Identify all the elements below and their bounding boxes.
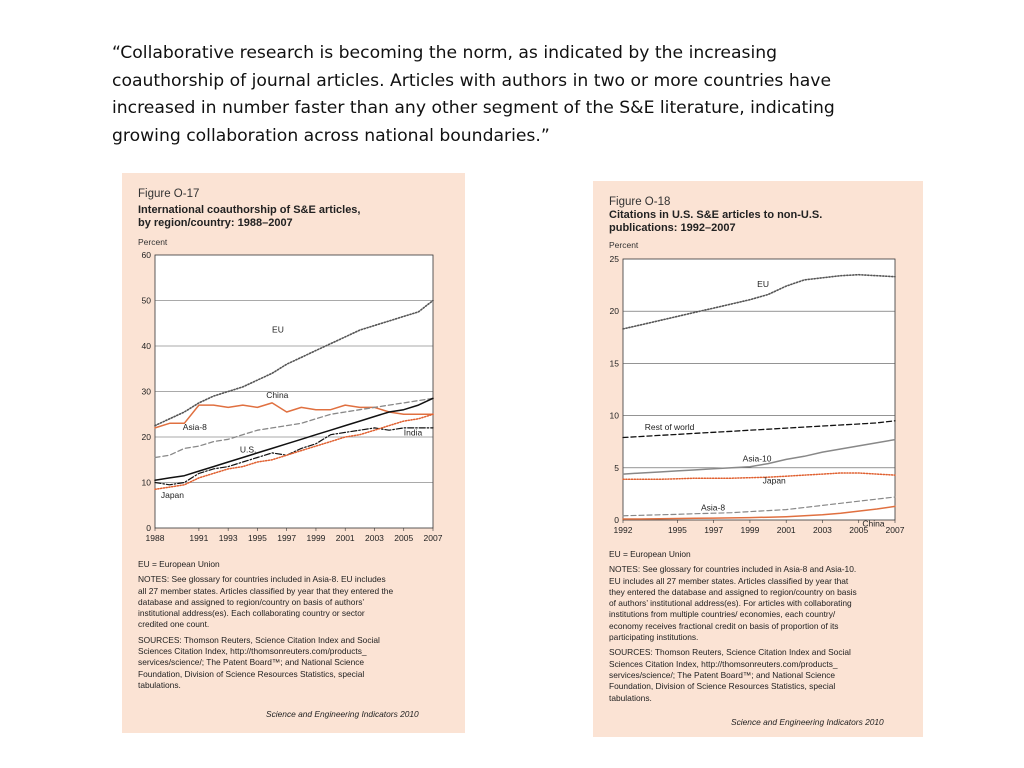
figure-notes — [609, 549, 919, 708]
figure-title: International coauthorship of S&E articles, by region/country: 1988–2007 — [138, 204, 361, 229]
figure-label: Figure O-17 — [138, 188, 200, 200]
x-tick-label: 2001 — [776, 525, 796, 535]
figure-credit: Science and Engineering Indicators 2010 — [731, 717, 884, 727]
series-label: India — [403, 427, 423, 438]
y-tick-label: 25 — [609, 254, 619, 264]
eu-note: EU = European Union — [138, 559, 220, 569]
x-tick-label: 1988 — [145, 533, 165, 543]
sources-text: SOURCES: Thomson Reuters, Science Citation Index and Social Sciences Citation Index, http://thomsonreuters.com/products_ services/science/; The Patent Board™; and National Science Foundation, Division of Science Resources Statistics, special tabulations. — [609, 647, 851, 703]
figure-credit: Science and Engineering Indicators 2010 — [266, 709, 419, 719]
sources-text: SOURCES: Thomson Reuters, Science Citation Index and Social Sciences Citation Index, http://thomsonreuters.com/products_ services/science/; The Patent Board™; and National Science Foundation, Division of Science Resources Statistics, special tabulations. — [138, 634, 380, 690]
notes-text: NOTES: See glossary for countries included in Asia-8 and Asia-10. EU includes all 27 member states. Articles classified by year that they entered the database and assigned to region/country on basis of authors’ institutional address(es). For articles with collaborating institutions from multiple countries/ economies, each country/ economy receives fractional credit on basis of proportion of its participating institutions. — [609, 564, 857, 643]
y-tick-label: 10 — [609, 410, 619, 421]
x-tick-label: 1999 — [306, 533, 326, 543]
x-tick-label: 2001 — [335, 533, 355, 543]
figure-o17-panel — [122, 173, 465, 733]
notes-text: NOTES: See glossary for countries included in Asia-8. EU includes all 27 member states. Articles classified by year that they entered the database and assigned to region/country on basis of authors’ institutional address(es). Each collaborating country or sector credited one count. — [138, 574, 394, 630]
plot-area — [623, 259, 895, 520]
x-tick-label: 2007 — [423, 533, 443, 543]
y-unit-label: Percent — [609, 240, 639, 250]
x-tick-label: 2003 — [365, 533, 384, 543]
x-tick-label: 1995 — [247, 533, 267, 543]
series-label: Asia-10 — [742, 453, 772, 464]
chart-o18 — [593, 181, 923, 551]
figure-label: Figure O-18 — [609, 196, 671, 208]
quote-text: “Collaborative research is becoming the norm, as indicated by the increasing coauthorship of journal articles. Articles with authors in two or more countries have increased in number faster than any other segment of the S&E literature, indicating growing collaboration across national boundaries.” — [112, 43, 835, 146]
series-label: Rest of world — [644, 422, 695, 433]
y-tick-label: 0 — [614, 515, 619, 525]
y-tick-label: 20 — [141, 432, 151, 442]
y-tick-label: 0 — [146, 523, 151, 533]
y-tick-label: 40 — [141, 341, 151, 351]
y-tick-label: 5 — [614, 462, 619, 473]
y-tick-label: 10 — [141, 477, 151, 488]
x-tick-label: 1997 — [704, 525, 724, 535]
series-label: China — [266, 389, 289, 400]
x-tick-label: 2003 — [813, 525, 832, 535]
series-label: U.S. — [239, 444, 257, 455]
y-tick-label: 60 — [141, 250, 151, 260]
chart-o17 — [122, 173, 465, 553]
y-tick-label: 15 — [609, 358, 619, 369]
series-label: Japan — [160, 489, 185, 500]
x-tick-label: 2005 — [394, 533, 414, 543]
x-tick-label: 1993 — [218, 533, 238, 543]
series-label: Asia-8 — [700, 502, 726, 513]
series-label: EU — [757, 279, 769, 290]
x-tick-label: 1991 — [189, 533, 209, 543]
y-tick-label: 20 — [609, 306, 619, 317]
series-label: China — [862, 518, 885, 529]
x-tick-label: 1999 — [740, 525, 760, 535]
figure-o18-panel — [593, 181, 923, 737]
x-tick-label: 1997 — [277, 533, 297, 543]
x-tick-label: 2007 — [885, 525, 905, 535]
y-unit-label: Percent — [138, 237, 168, 247]
y-tick-label: 30 — [141, 386, 151, 397]
series-label: Asia-8 — [182, 422, 207, 433]
x-tick-label: 2005 — [849, 525, 869, 535]
y-tick-label: 50 — [141, 295, 151, 306]
x-tick-label: 1995 — [667, 525, 687, 535]
figure-notes — [138, 559, 458, 695]
x-tick-label: 1992 — [613, 525, 633, 535]
series-label: Japan — [762, 475, 786, 486]
series-label: EU — [272, 324, 284, 335]
figure-title: Citations in U.S. S&E articles to non-U.S. publications: 1992–2007 — [609, 209, 823, 234]
eu-note: EU = European Union — [609, 549, 691, 559]
